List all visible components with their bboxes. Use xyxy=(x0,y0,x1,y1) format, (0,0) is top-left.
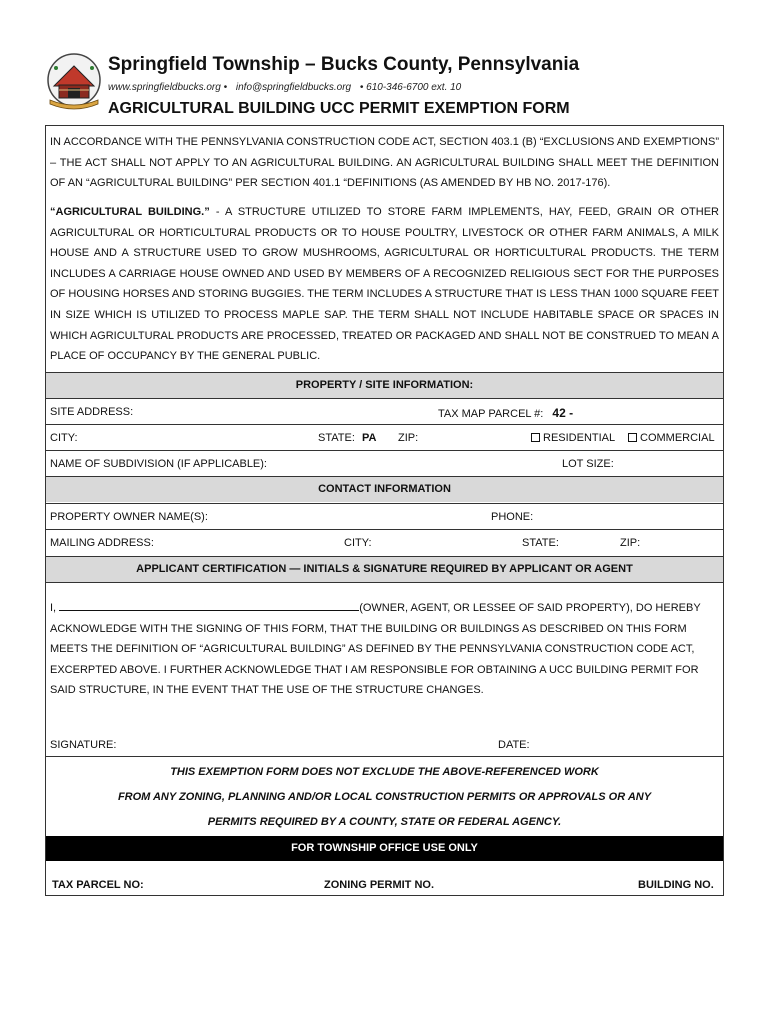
building-no-field[interactable]: BUILDING NO. xyxy=(638,879,714,891)
property-section-heading: PROPERTY / SITE INFORMATION: xyxy=(46,372,723,398)
intro-paragraph: IN ACCORDANCE WITH THE PENNSYLVANIA CONSTRUCTION CODE ACT, SECTION 403.1 (B) “EXCLUSIONS AND EXEMPTIONS” – THE ACT SHALL NOT APPLY TO AN AGRICULTURAL BUILDING. AN AGRICULTURAL BUILDING SHALL MEET THE DEFINITION OF AN “AGRICULTURAL BUILDING” PER SECTION 401.1 “DEFINITIONS (AS AMENDED BY HB NO. 2017-176). xyxy=(50,136,719,190)
notice-line-1: THIS EXEMPTION FORM DOES NOT EXCLUDE THE ABOVE-REFERENCED WORK xyxy=(170,766,599,778)
office-use-row xyxy=(46,861,723,895)
mailing-zip-field[interactable]: ZIP: xyxy=(620,537,641,549)
phone-number: • 610-346-6700 ext. 10 xyxy=(359,82,462,93)
certification-section-heading: APPLICANT CERTIFICATION — INITIALS & SIGNATURE REQUIRED BY APPLICANT OR AGENT xyxy=(46,556,723,582)
date-field[interactable]: DATE: xyxy=(498,739,530,751)
site-address-row xyxy=(46,398,723,424)
tax-map-parcel-label: TAX MAP PARCEL #: xyxy=(438,408,544,420)
mailing-address-field[interactable]: MAILING ADDRESS: xyxy=(50,537,154,549)
definition-text: - A STRUCTURE UTILIZED TO STORE FARM IMPLEMENTS, HAY, FEED, GRAIN OR OTHER AGRICULTURAL OR HORTICULTURAL PRODUCTS OR TO HOUSE POULTRY, LIVESTOCK OR OTHER FARM ANIMALS, A MILK HOUSE AND A STRUCTURE USED TO GROW MUSHROOMS, AGRICULTURAL OR HORTICULTURAL PRODUCTS. THE TERM INCLUDES A CARRIAGE HOUSE OWNED AND USED BY MEMBERS OF A RECOGNIZED RELIGIOUS SECT FOR THE PURPOSES OF HOUSING HORSES AND STORING BUGGIES. THE TERM INCLUDES A STRUCTURE THAT IS LESS THAN 1000 SQUARE FEET IN SIZE WHICH IS UTILIZED TO PROCESS MAPLE SAP. THE TERM SHALL NOT INCLUDE HABITABLE SPACE OR SPACES IN WHICH AGRICULTURAL PRODUCTS ARE PROCESSED, TREATED OR PACKAGED AND SHALL NOT BE CONSTRUED TO MEAN A PLACE OF OCCUPANCY BY THE GENERAL PUBLIC. xyxy=(50,206,720,363)
certification-text xyxy=(50,598,718,701)
city-field[interactable]: CITY: xyxy=(50,432,78,444)
email-link[interactable]: info@springfieldbucks.org xyxy=(235,82,352,93)
owner-names-field[interactable]: PROPERTY OWNER NAME(S): xyxy=(50,511,208,523)
subdivision-field[interactable]: NAME OF SUBDIVISION (IF APPLICABLE): xyxy=(50,458,267,470)
zoning-permit-no-field[interactable]: ZONING PERMIT NO. xyxy=(324,879,434,891)
checkbox-icon xyxy=(531,433,540,442)
notice-line-3: PERMITS REQUIRED BY A COUNTY, STATE OR FEDERAL AGENCY. xyxy=(207,816,562,828)
website-link[interactable]: www.springfieldbucks.org • xyxy=(108,82,228,93)
signature-field[interactable]: SIGNATURE: xyxy=(50,739,117,751)
notice-box xyxy=(46,756,723,836)
mailing-state-field[interactable]: STATE: xyxy=(522,537,559,549)
definition-paragraph xyxy=(50,202,719,367)
residential-label: RESIDENTIAL xyxy=(543,432,616,444)
phone-field[interactable]: PHONE: xyxy=(491,511,534,523)
state-label: STATE: xyxy=(318,432,355,444)
contact-section-heading: CONTACT INFORMATION xyxy=(46,476,723,502)
page-header xyxy=(46,50,726,120)
tax-map-parcel-field[interactable] xyxy=(438,406,573,420)
residential-checkbox[interactable] xyxy=(531,432,615,444)
mailing-row xyxy=(46,529,723,555)
mailing-city-field[interactable]: CITY: xyxy=(344,537,372,549)
owner-row xyxy=(46,503,723,529)
lot-size-field[interactable]: LOT SIZE: xyxy=(562,458,614,470)
state-field[interactable] xyxy=(318,432,376,444)
cert-body: (OWNER, AGENT, OR LESSEE OF SAID PROPERTY), DO HEREBY ACKNOWLEDGE WITH THE SIGNING OF THIS FORM, THAT THE BUILDING OR BUILDINGS AS DESCRIBED ON THIS FORM MEETS THE DEFINITION OF “AGRICULTURAL BUILDING” AS DEFINED BY THE PENNSYLVANIA CONSTRUCTION CODE ACT, EXCERPTED ABOVE. I FURTHER ACKNOWLEDGE THAT I AM RESPONSIBLE FOR OBTAINING A UCC BUILDING PERMIT FOR SAID STRUCTURE, IN THE EVENT THAT THE USE OF THE STRUCTURE CHANGES. xyxy=(50,602,701,697)
commercial-label: COMMERCIAL xyxy=(640,432,715,444)
subdivision-row xyxy=(46,450,723,476)
name-blank-field[interactable] xyxy=(59,599,359,611)
cert-prefix: I, xyxy=(50,602,57,614)
office-use-heading: FOR TOWNSHIP OFFICE USE ONLY xyxy=(46,836,723,861)
tax-parcel-no-field[interactable]: TAX PARCEL NO: xyxy=(52,879,144,891)
commercial-checkbox[interactable] xyxy=(628,432,715,444)
org-title: Springfield Township – Bucks County, Pennsylvania xyxy=(108,54,580,75)
exemption-form xyxy=(45,125,724,896)
township-seal-icon xyxy=(46,52,102,112)
site-address-field[interactable]: SITE ADDRESS: xyxy=(50,406,134,418)
city-row xyxy=(46,424,723,450)
contact-line xyxy=(108,82,467,93)
tax-map-parcel-value: 42 - xyxy=(552,406,574,420)
notice-line-2: FROM ANY ZONING, PLANNING AND/OR LOCAL CONSTRUCTION PERMITS OR APPROVALS OR ANY xyxy=(117,791,652,803)
definition-term: “AGRICULTURAL BUILDING.” xyxy=(50,206,210,218)
state-value: PA xyxy=(361,432,377,444)
checkbox-icon xyxy=(628,433,637,442)
zip-field[interactable]: ZIP: xyxy=(398,432,419,444)
form-title: AGRICULTURAL BUILDING UCC PERMIT EXEMPTION FORM xyxy=(108,100,570,117)
